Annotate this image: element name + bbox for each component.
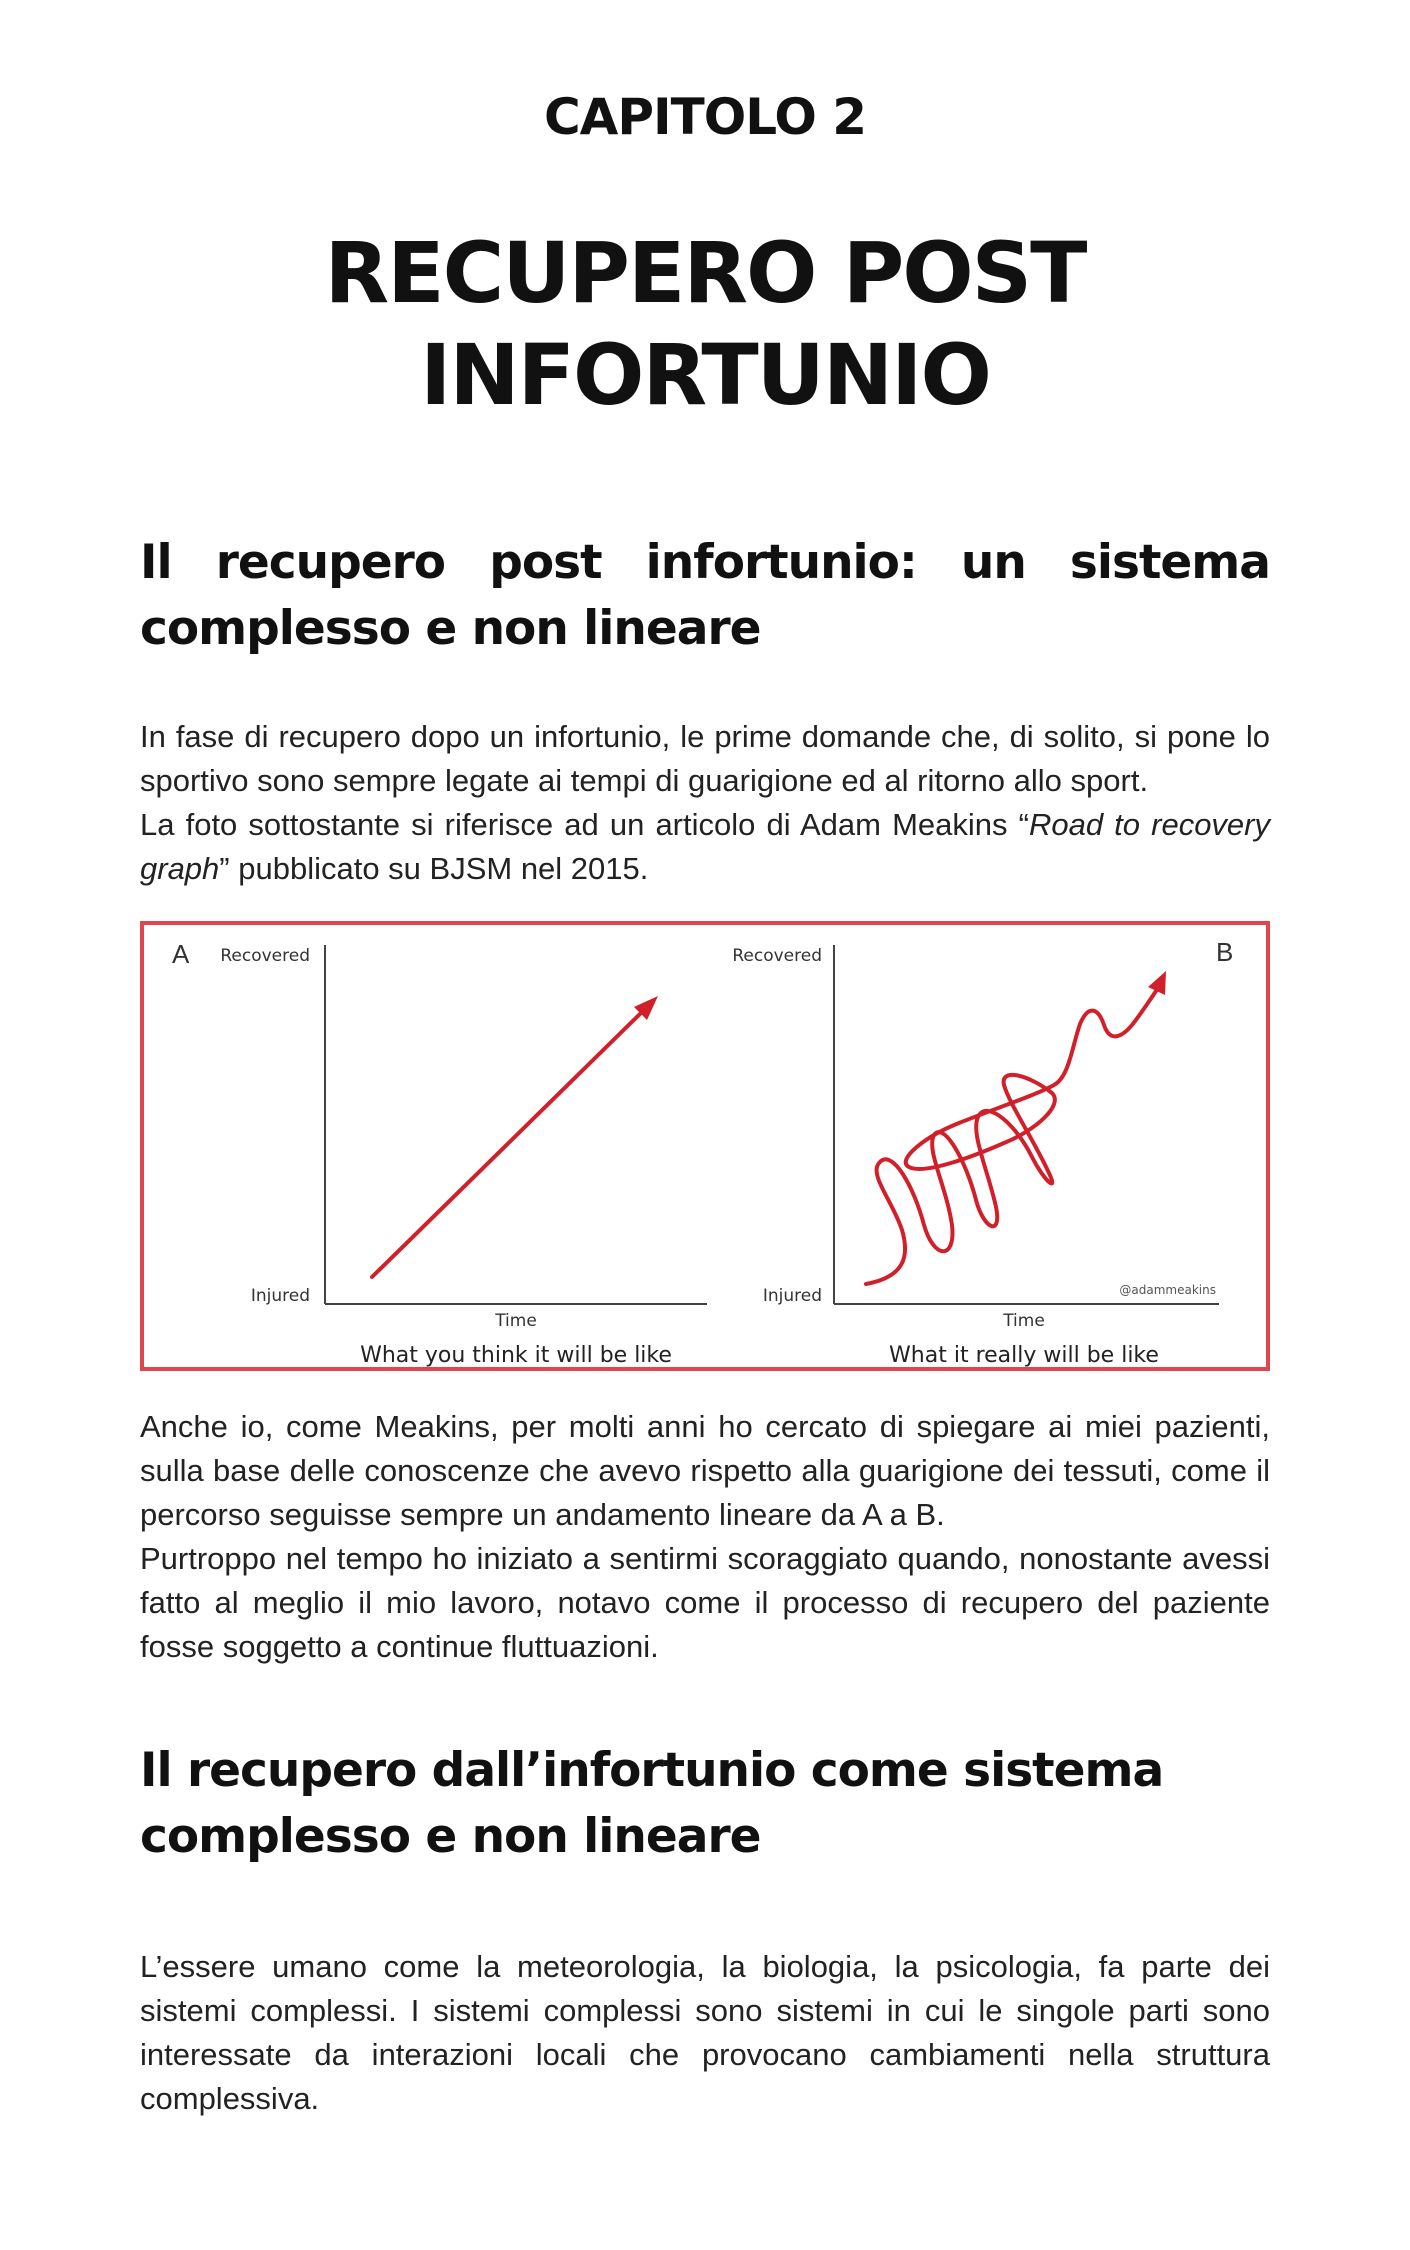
section1-heading-line2: complesso e non lineare xyxy=(140,601,761,656)
recovery-graph-svg xyxy=(144,925,1266,1367)
section1-continuation xyxy=(140,1405,1270,1669)
article-title: Road to recovery graph xyxy=(140,807,1270,886)
panel-a-linear-path xyxy=(372,1010,644,1277)
recovery-graph-figure xyxy=(140,921,1270,1371)
section2-paragraph-1: L’essere umano come la meteorologia, la biologia, la psicologia, fa parte dei sistemi complessi. I sistemi complessi sono sistemi in cui le singole parti sono interessate da interazioni locali che provocano cambiamenti nella struttura complessiva. xyxy=(140,1949,1270,2116)
para2-text-before: La foto sottostante si riferisce ad un articolo di Adam Meakins “ xyxy=(140,807,1029,842)
section1-paragraph-2 xyxy=(140,803,1270,891)
section2-body xyxy=(140,1945,1270,2121)
section2-heading-line2: complesso e non lineare xyxy=(140,1809,761,1864)
panel-b-x-label: Time xyxy=(1003,1311,1045,1331)
panel-b-credit: @adammeakins xyxy=(1119,1283,1216,1297)
page-title xyxy=(205,222,1205,426)
page-title-line1: RECUPERO POST xyxy=(324,224,1086,322)
page-title-line2: INFORTUNIO xyxy=(420,326,990,424)
panel-a-x-label: Time xyxy=(495,1311,537,1331)
section1-paragraph-1: In fase di recupero dopo un infortunio, le prime domande che, di solito, si pone lo sportivo sono sempre legate ai tempi di guarigione ed al ritorno allo sport. xyxy=(140,719,1270,798)
panel-b-caption: What it really will be like xyxy=(889,1343,1159,1367)
para2-text-after: ” pubblicato su BJSM nel 2015. xyxy=(219,851,649,886)
section1-intro xyxy=(140,715,1270,891)
section1-heading xyxy=(140,530,1270,662)
section2-heading-line1: Il recupero dall’infortunio come sistema xyxy=(140,1743,1164,1798)
panel-b-nonlinear-path xyxy=(866,991,1156,1284)
panel-a-y-bottom-label: Injured xyxy=(250,1286,310,1306)
panel-a-caption: What you think it will be like xyxy=(360,1343,672,1367)
panel-b-letter: B xyxy=(1216,937,1234,967)
panel-a-y-top-label: Recovered xyxy=(220,946,310,966)
section1-paragraph-4: Purtroppo nel tempo ho iniziato a sentirmi scoraggiato quando, nonostante avessi fatto al meglio il mio lavoro, notavo come il processo di recupero del paziente fosse soggetto a continue fluttuazioni. xyxy=(140,1541,1270,1664)
chapter-label: CAPITOLO 2 xyxy=(543,88,867,146)
panel-b-y-bottom-label: Injured xyxy=(762,1286,822,1306)
section1-paragraph-3: Anche io, come Meakins, per molti anni ho cercato di spiegare ai miei pazienti, sulla base delle conoscenze che avevo rispetto alla guarigione dei tessuti, come il percorso seguisse sempre un andamento lineare da A a B. xyxy=(140,1409,1270,1532)
panel-b-y-top-label: Recovered xyxy=(732,946,822,966)
section2-heading xyxy=(140,1738,1270,1870)
panel-a-letter: A xyxy=(172,939,190,969)
section1-heading-line1: Il recupero post infortunio: un sistema xyxy=(140,535,1270,590)
